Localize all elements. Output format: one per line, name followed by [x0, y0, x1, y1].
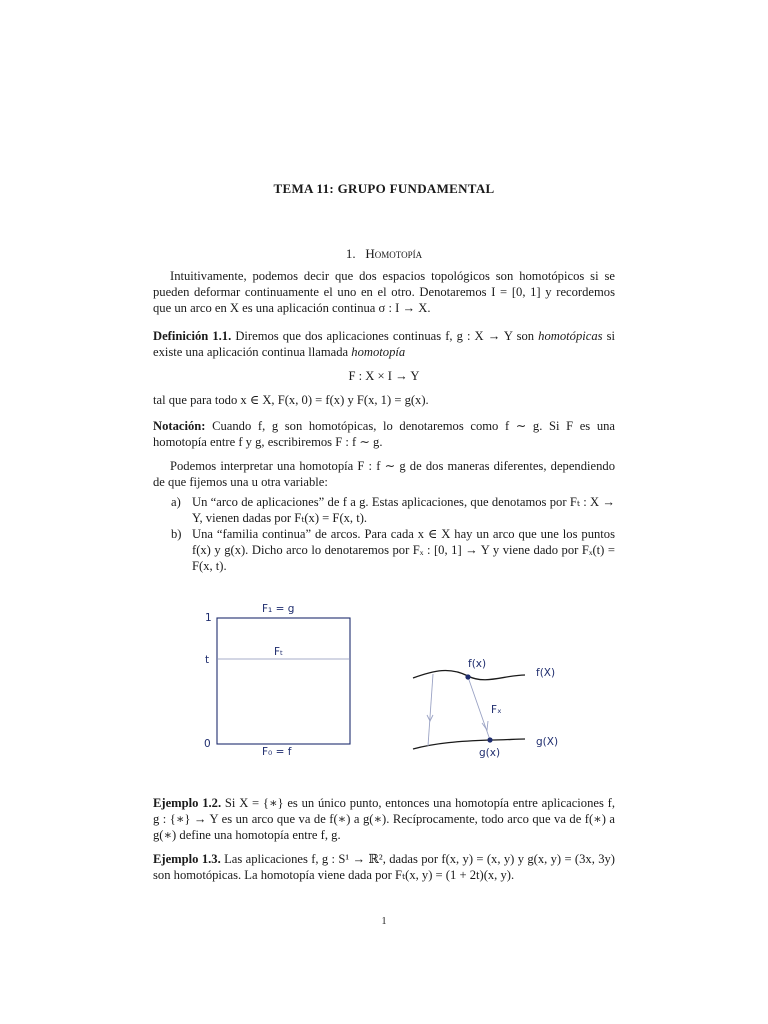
homotopy-square [217, 618, 350, 744]
example-1-3-label: Ejemplo 1.3. [153, 852, 221, 866]
list-item [153, 526, 615, 574]
definition-after: tal que para todo x ∈ X, F(x, 0) = f(x) y F(x, 1) = g(x). [153, 393, 429, 407]
square-mid-label: Fₜ [274, 646, 284, 658]
definition-block [153, 328, 615, 360]
arc-Fx [468, 677, 490, 740]
page-title: TEMA 11: GRUPO FUNDAMENTAL [273, 181, 495, 196]
definition-label: Definición 1.1. [153, 329, 232, 343]
list-item [153, 494, 615, 526]
notation-text: Cuando f, g son homotópicas, lo denotaremos como f ∼ g. Si F es una homotopía entre f y g, escribiremos F : f ∼ g. [153, 419, 616, 449]
section-heading [0, 246, 768, 262]
interpret-paragraph: Podemos interpretar una homotopía F : f ∼ g de dos maneras diferentes, dependiendo de que fijemos una u otra variable: [153, 459, 615, 489]
square-top-label: F₁ = g [262, 603, 295, 615]
axis-label-1: 1 [205, 612, 212, 624]
definition-formula: F : X × I → Y [348, 369, 420, 383]
list-item-text: Un “arco de aplicaciones” de f a g. Estas aplicaciones, que denotamos por Fₜ : X → Y, vienen dadas por Fₜ(x) = F(x, t). [192, 495, 615, 525]
arc-left [428, 674, 433, 746]
intro-paragraph: Intuitivamente, podemos decir que dos espacios topológicos son homotópicos si se pueden deformar continuamente el uno en el otro. Denotaremos I = [0, 1] y recordemos que un arco en X es una aplicación continua σ : I → X. [153, 269, 615, 315]
axis-label-0: 0 [204, 738, 211, 750]
section-number: 1. [345, 246, 356, 261]
notation-block [153, 418, 615, 450]
fX-label: f(X) [536, 667, 556, 679]
gx-point-label: g(x) [479, 747, 501, 759]
list-item-text: Una “familia continua” de arcos. Para cada x ∈ X hay un arco que une los puntos f(x) y g(x). Dicho arco lo denotaremos por Fₓ : [0, 1] → Y y viene dado por Fₓ(t) = F(x, t). [192, 527, 615, 573]
section-name: Homotopía [365, 246, 423, 261]
fx-point-label: f(x) [468, 658, 487, 670]
example-1-3-text: Las aplicaciones f, g : S¹ → ℝ², dadas por f(x, y) = (x, y) y g(x, y) = (3x, 3y) son homotópicas. La homotopía viene dada por Fₜ(x, y) = (1 + 2t)(x, y). [153, 852, 615, 882]
gX-curve [413, 739, 525, 749]
fx-point [465, 674, 470, 679]
example-1-2 [153, 795, 615, 843]
example-1-2-label: Ejemplo 1.2. [153, 796, 222, 810]
definition-text-a: Diremos que dos aplicaciones continuas f, g : X → Y son [235, 329, 535, 343]
example-1-2-text: Si X = {∗} es un único punto, entonces una homotopía entre aplicaciones f, g : {∗} → Y es un arco que va de f(∗) a g(∗). Recíprocamente, todo arco que va de f(∗) a g(∗) define una homotopía entre f, g. [153, 796, 616, 842]
example-1-3 [153, 851, 615, 883]
list-item-label: a) [171, 495, 181, 509]
definition-term2: homotopía [351, 345, 406, 359]
square-bottom-label: F₀ = f [262, 746, 292, 758]
notation-label: Notación: [153, 419, 206, 433]
definition-text-b: si existe una aplicación continua llamada [153, 329, 616, 359]
definition-term: homotópicas [538, 329, 603, 343]
gx-point [487, 737, 492, 742]
interpret-list [153, 494, 615, 574]
homotopy-diagram [190, 595, 590, 770]
page-number: 1 [381, 916, 387, 927]
Fx-label: Fₓ [491, 704, 502, 716]
gX-label: g(X) [536, 736, 559, 748]
axis-label-t: t [205, 654, 210, 666]
list-item-label: b) [171, 527, 182, 541]
